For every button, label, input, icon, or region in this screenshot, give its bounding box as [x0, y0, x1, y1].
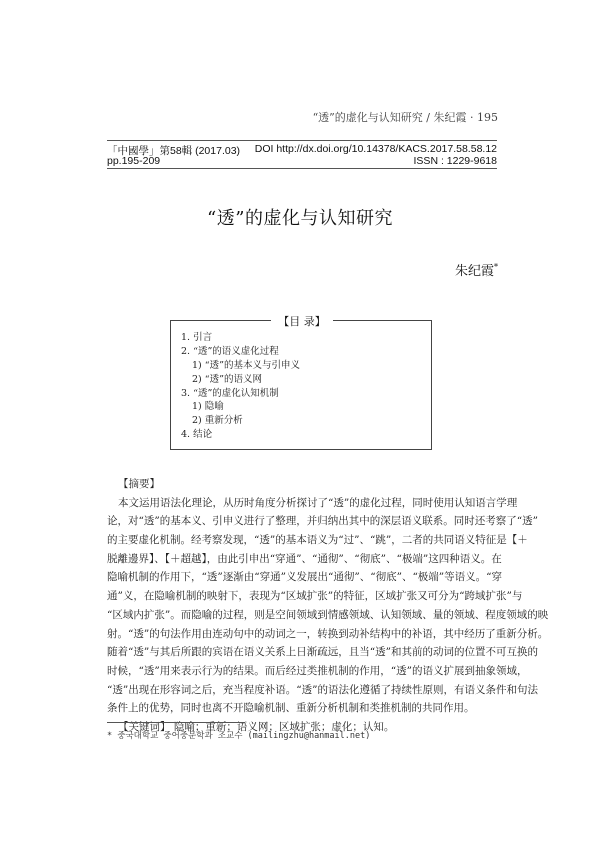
- article-title: “透”的虚化与认知研究: [207, 208, 393, 229]
- header-rule-bottom: [107, 168, 497, 169]
- toc-item: 2) 重新分析: [192, 415, 243, 427]
- author: [455, 260, 498, 279]
- journal-info: 「中國學」第58輯 (2017.03): [107, 145, 241, 157]
- toc-list: [181, 331, 426, 442]
- abstract-line: 通”义，在隐喻机制的映射下，表现为“区域扩张”的特征，区域扩张又可分为“跨域扩张”与: [107, 590, 523, 603]
- header-rule-top: [107, 140, 497, 141]
- author-footnote-mark: *: [494, 262, 498, 272]
- abstract-line: 论，对“透”的基本义、引申义进行了整理，并归纳出其中的深层语义联系。同时还考察了“透”: [107, 515, 538, 528]
- abstract-line: 本文运用语法化理论，从历时角度分析探讨了“透”的虚化过程，同时使用认知语言学理: [118, 496, 518, 509]
- abstract-line: 的主要虚化机制。经考察发现，“透”的基本语义为“过”、“跳”，二者的共同语义特征是【＋: [107, 534, 528, 547]
- abstract-line: “透”出现在形容词之后，充当程度补语。“透”的语法化遵循了持续性原则，有语义条件和句法: [107, 683, 538, 696]
- abstract-line: 脱離邊界】、【＋超越】，由此引申出“穿通”、“通彻”、“彻底”、“极端”这四种语义。在: [107, 552, 502, 565]
- abstract-line: 时候，“透”用来表示行为的结果。而后经过类推机制的作用，“透”的语义扩展到抽象领域，: [107, 664, 528, 677]
- toc-item: 1. 引言: [181, 332, 213, 343]
- page-range: pp.195-209: [107, 155, 161, 167]
- abstract-line: 射。“透”的句法作用由连动句中的动词之一，转换到动补结构中的补语，其中经历了重新分析。: [107, 627, 549, 640]
- issn: ISSN : 1229-9618: [413, 155, 497, 167]
- toc-item: 1) 隐喻: [192, 401, 224, 413]
- toc-item: 2) “透”的语义网: [192, 373, 262, 385]
- toc-item: 3. “透”的虚化认知机制: [181, 387, 279, 399]
- toc-heading: 【目 录】: [271, 313, 333, 329]
- footnote-rule: [107, 722, 245, 723]
- toc-item: 1) “透”的基本义与引申义: [192, 359, 300, 371]
- abstract-line: 条件上的优势，同时也离不开隐喻机制、重新分析机制和类推机制的共同作用。: [107, 702, 475, 715]
- running-head: “透”的虚化与认知研究 / 朱纪霞 · 195: [312, 111, 498, 124]
- toc-item: 4. 结论: [181, 429, 213, 441]
- keywords: 【关键词】 隐喻；重新；语义网；区域扩张；虚化；认知。: [118, 720, 395, 733]
- abstract-line: 随着“透”与其后所跟的宾语在语义关系上日渐疏远，且当“透”和其前的动词的位置不可互换的: [107, 646, 538, 659]
- abstract-line: 隐喻机制的作用下，“透”逐渐由“穿通”义发展出“通彻”、“彻底”、“极端”等语义。“穿: [107, 571, 503, 584]
- footnote: * 중국대학교 중어중문학과 조교수 (mailingzhu@hanmail.net): [107, 731, 371, 741]
- author-name: 朱纪霞: [454, 264, 494, 279]
- abstract-line: “区域内扩张”。而隐喻的过程，则是空间领域到情感领域、认知领域、量的领域、程度领域的映: [107, 608, 549, 621]
- toc-item: 2. “透”的语义虚化过程: [181, 345, 279, 357]
- doi-link[interactable]: DOI http://dx.doi.org/10.14378/KACS.2017.58.58.12: [254, 143, 497, 155]
- abstract: [107, 475, 549, 737]
- abstract-heading: 【摘要】: [118, 478, 160, 490]
